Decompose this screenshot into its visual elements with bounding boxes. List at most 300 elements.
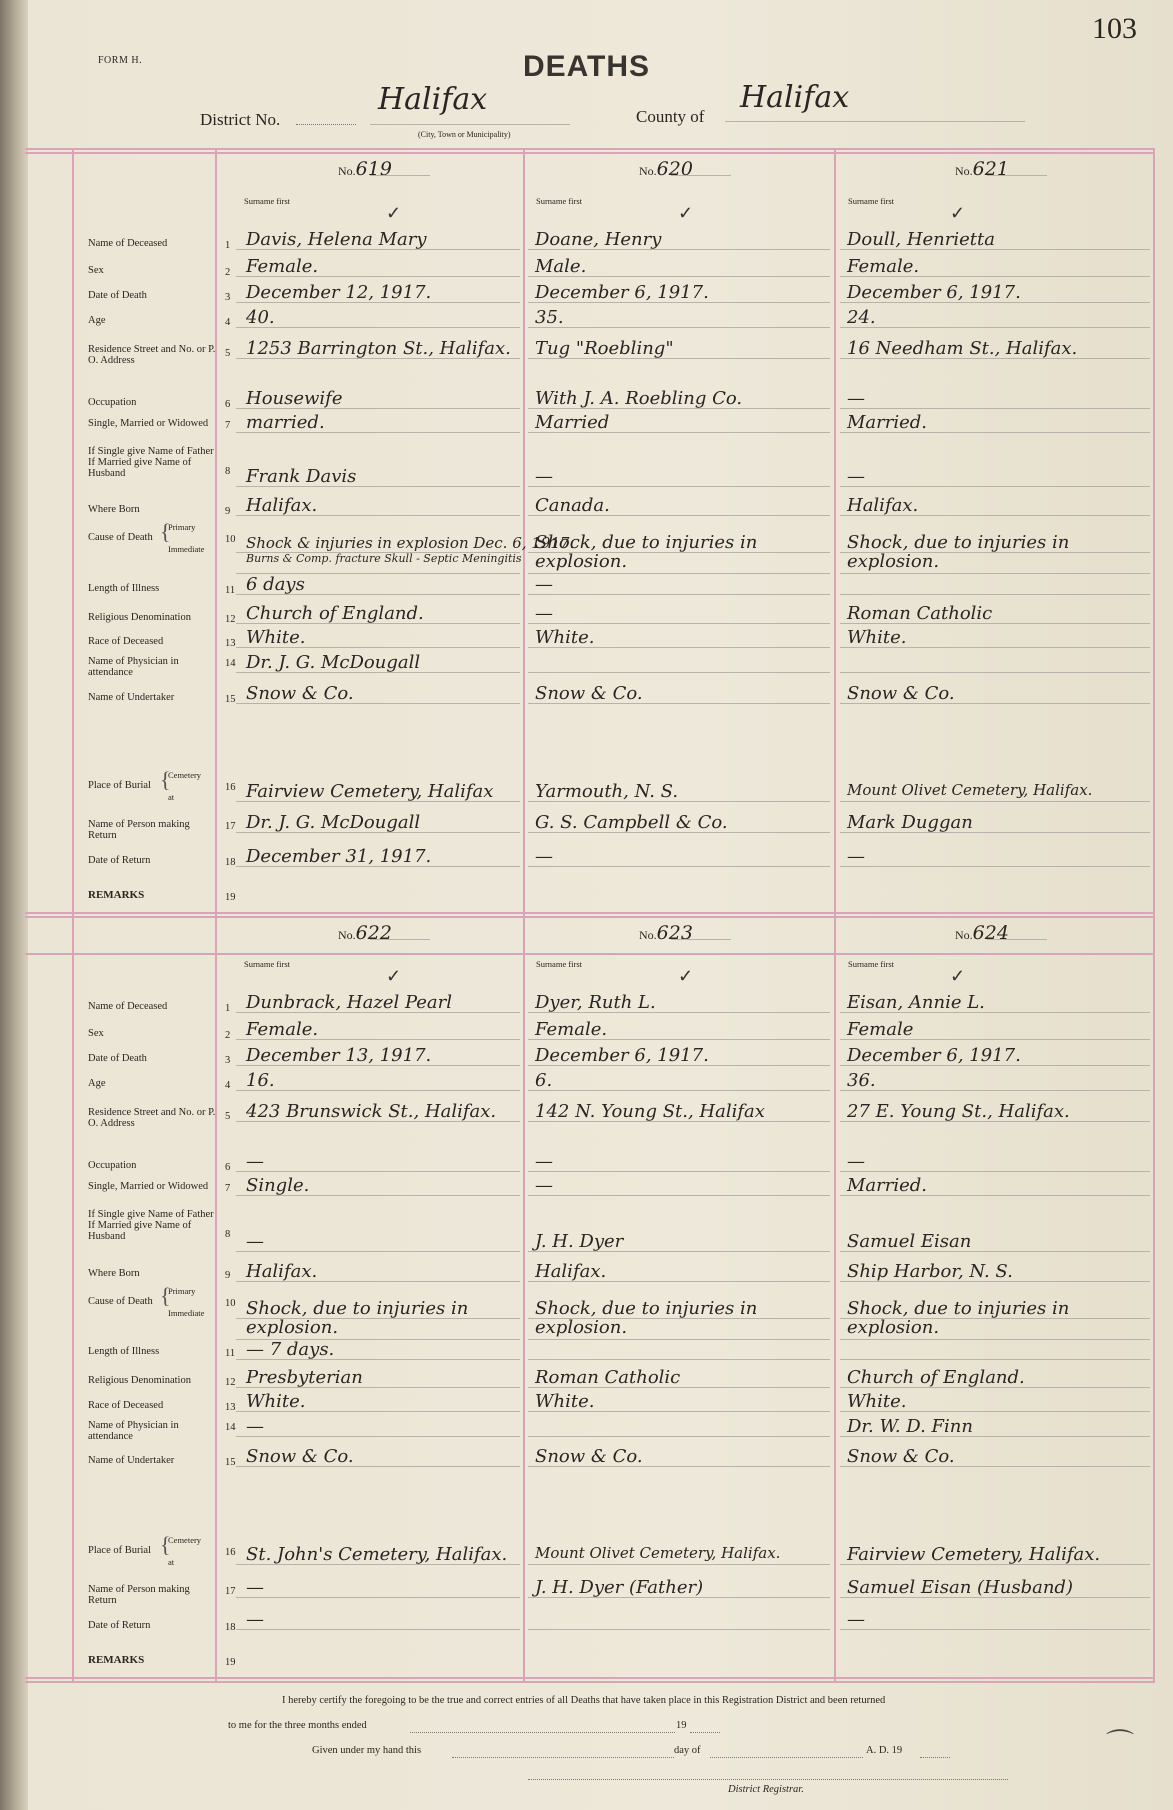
bottom-father-husband-0: — [246, 1231, 264, 1252]
field-line [528, 594, 830, 595]
bottom-burial-2: Fairview Cemetery, Halifax. [847, 1544, 1101, 1565]
top-sublabel-10-b: Immediate [168, 544, 205, 554]
rule-mid-3 [25, 953, 1155, 955]
bottom-label-13: Race of Deceased [88, 1400, 164, 1411]
field-line [528, 1195, 830, 1196]
top-sublabel-16-b: at [168, 792, 175, 802]
field-line [236, 1090, 520, 1091]
year-dotted-line [690, 1732, 720, 1733]
vrule-col3 [834, 148, 836, 1683]
field-line [528, 573, 830, 574]
top-number-15: 15 [225, 694, 236, 705]
top-number-14: 14 [225, 658, 236, 669]
rule-top [25, 148, 1155, 150]
top-label-3: Date of Death [88, 290, 147, 301]
bottom-undertaker-0: Snow & Co. [246, 1446, 354, 1467]
top-label-5: Residence Street and No. or P. O. Address [88, 344, 216, 366]
bottom-no-underline-1 [671, 939, 731, 940]
top-occupation-2: — [847, 388, 865, 409]
bottom-number-12: 12 [225, 1377, 236, 1388]
field-line [528, 486, 830, 487]
bottom-name-2: Eisan, Annie L. [847, 992, 985, 1013]
bottom-age-1: 6. [535, 1070, 553, 1091]
rule-top-2 [25, 152, 1155, 154]
field-line [840, 1629, 1150, 1630]
bottom-label-10: Cause of Death [88, 1296, 153, 1307]
vrule-col2 [523, 148, 525, 1683]
bottom-number-7: 7 [225, 1183, 231, 1194]
bottom-sex-0: Female. [246, 1019, 319, 1040]
bottom-returner-2: Samuel Eisan (Husband) [847, 1577, 1073, 1598]
bottom-cause-2-2: explosion. [847, 1317, 940, 1338]
bottom-entry-no-0 [338, 922, 392, 944]
bottom-no-value-2: 624 [972, 922, 1009, 944]
bottom-residence-1: 142 N. Young St., Halifax [535, 1101, 765, 1122]
bottom-no-label-1: No. [639, 928, 657, 942]
top-check-mark-2: ✓ [950, 203, 966, 223]
field-line [528, 327, 830, 328]
top-father-husband-1: — [535, 466, 553, 487]
certify-line-1: I hereby certify the foregoing to be the true and correct entries of all Deaths that have taken place in this Registration District and been returned [282, 1695, 886, 1706]
top-physician-0: Dr. J. G. McDougall [246, 652, 421, 673]
bottom-occupation-2: — [847, 1151, 865, 1172]
bottom-number-17: 17 [225, 1586, 236, 1597]
bottom-cause-2-1: explosion. [535, 1317, 628, 1338]
bottom-number-3: 3 [225, 1055, 231, 1066]
registrar-dotted-line [528, 1779, 1008, 1780]
top-no-value-1: 620 [656, 158, 693, 180]
field-line [528, 866, 830, 867]
bottom-residence-0: 423 Brunswick St., Halifax. [246, 1101, 497, 1122]
top-cause-1-1: Shock, due to injuries in [535, 532, 758, 553]
top-label-11: Length of Illness [88, 583, 160, 594]
top-marital-1: Married [535, 412, 610, 433]
top-label-4: Age [88, 315, 106, 326]
bottom-label-18: Date of Return [88, 1620, 151, 1631]
top-no-label-0: No. [338, 164, 356, 178]
bottom-check-mark-2: ✓ [950, 966, 966, 986]
top-religion-2: Roman Catholic [847, 603, 993, 624]
field-line [236, 1597, 520, 1598]
bottom-no-label-2: No. [955, 928, 973, 942]
bottom-cause-1-0: Shock, due to injuries in [246, 1298, 469, 1319]
top-burial-0: Fairview Cemetery, Halifax [246, 781, 494, 802]
top-number-1: 1 [225, 240, 231, 251]
bottom-burial-0: St. John's Cemetery, Halifax. [246, 1544, 508, 1565]
month-dotted-line [710, 1757, 863, 1758]
top-returner-0: Dr. J. G. McDougall [246, 812, 421, 833]
top-religion-1: — [535, 603, 553, 624]
bottom-physician-0: — [246, 1416, 264, 1437]
bottom-marital-0: Single. [246, 1175, 310, 1196]
field-line [528, 1339, 830, 1340]
certify-line-2: to me for the three months ended [228, 1720, 367, 1731]
top-check-mark-0: ✓ [386, 203, 402, 223]
bottom-date-of-death-2: December 6, 1917. [847, 1045, 1021, 1066]
top-undertaker-2: Snow & Co. [847, 683, 955, 704]
field-line [528, 1090, 830, 1091]
top-religion-0: Church of England. [246, 603, 424, 624]
bottom-race-2: White. [847, 1391, 907, 1412]
vrule-right [1153, 148, 1155, 1683]
bottom-no-underline-2 [987, 939, 1047, 940]
bottom-religion-1: Roman Catholic [535, 1367, 681, 1388]
bottom-returner-1: J. H. Dyer (Father) [535, 1577, 704, 1598]
bottom-label-12: Religious Denomination [88, 1375, 191, 1386]
top-sex-2: Female. [847, 256, 920, 277]
vrule-margin [72, 148, 74, 1683]
top-age-2: 24. [847, 307, 876, 328]
field-line [840, 801, 1150, 802]
bottom-label-2: Sex [88, 1028, 104, 1039]
field-line [528, 672, 830, 673]
top-occupation-0: Housewife [246, 388, 343, 409]
field-line [528, 1359, 830, 1360]
top-no-value-0: 619 [355, 158, 392, 180]
top-returner-1: G. S. Campbell & Co. [535, 812, 728, 833]
bottom-no-value-0: 622 [355, 922, 392, 944]
field-line [528, 1564, 830, 1565]
field-line [528, 1171, 830, 1172]
bottom-surname-first-1: Surname first [536, 959, 583, 969]
bottom-where-born-2: Ship Harbor, N. S. [847, 1261, 1013, 1282]
top-label-6: Occupation [88, 397, 137, 408]
top-number-19: 19 [225, 892, 236, 903]
top-illness-0: 6 days [246, 574, 305, 595]
bottom-age-2: 36. [847, 1070, 876, 1091]
district-label: District No. [200, 110, 281, 129]
top-no-value-2: 621 [972, 158, 1009, 180]
bottom-number-6: 6 [225, 1162, 231, 1173]
top-label-2: Sex [88, 265, 104, 276]
top-cause-1-2: Shock, due to injuries in [847, 532, 1070, 553]
rule-mid [25, 912, 1155, 914]
rule-mid-2 [25, 916, 1155, 918]
bottom-surname-first-0: Surname first [244, 959, 291, 969]
top-return-date-2: — [847, 846, 865, 867]
bottom-residence-2: 27 E. Young St., Halifax. [847, 1101, 1070, 1122]
field-line [840, 1171, 1150, 1172]
field-line [236, 327, 520, 328]
bottom-number-8: 8 [225, 1229, 231, 1240]
field-line [236, 1436, 520, 1437]
bottom-brace-10: { [160, 1283, 171, 1308]
ad-label: A. D. 19 [866, 1745, 903, 1756]
bottom-number-1: 1 [225, 1003, 231, 1014]
top-illness-1: — [535, 574, 553, 595]
field-line [528, 1436, 830, 1437]
county-value: Halifax [740, 80, 850, 115]
bottom-no-label-0: No. [338, 928, 356, 942]
field-line [840, 573, 1150, 574]
top-sex-1: Male. [535, 256, 587, 277]
rule-bottom-2 [25, 1681, 1155, 1683]
top-number-8: 8 [225, 466, 231, 477]
field-line [840, 1339, 1150, 1340]
bottom-cause-1-2: Shock, due to injuries in [847, 1298, 1070, 1319]
bottom-father-husband-1: J. H. Dyer [535, 1231, 624, 1252]
bottom-label-15: Name of Undertaker [88, 1455, 175, 1466]
top-label-13: Race of Deceased [88, 636, 164, 647]
bottom-label-1: Name of Deceased [88, 1001, 168, 1012]
top-label-19: REMARKS [88, 889, 145, 901]
bottom-number-4: 4 [225, 1080, 231, 1091]
field-line [236, 1171, 520, 1172]
top-number-7: 7 [225, 420, 231, 431]
bottom-return-date-0: — [246, 1609, 264, 1630]
field-line [840, 672, 1150, 673]
district-value: Halifax [378, 82, 488, 117]
bottom-number-16: 16 [225, 1547, 236, 1558]
top-label-18: Date of Return [88, 855, 151, 866]
bottom-where-born-1: Halifax. [535, 1261, 607, 1282]
top-returner-2: Mark Duggan [847, 812, 973, 833]
bottom-label-16: Place of Burial [88, 1545, 151, 1556]
field-line [840, 408, 1150, 409]
vrule-labels [215, 148, 217, 1683]
top-no-underline-0 [370, 175, 430, 176]
bottom-label-4: Age [88, 1078, 106, 1089]
top-check-mark-1: ✓ [678, 203, 694, 223]
bottom-cause-1-1: Shock, due to injuries in [535, 1298, 758, 1319]
top-label-14: Name of Physician in attendance [88, 656, 179, 678]
top-number-16: 16 [225, 782, 236, 793]
book-binding [0, 0, 28, 1810]
top-number-2: 2 [225, 267, 231, 278]
top-label-7: Single, Married or Widowed [88, 418, 209, 429]
top-surname-first-1: Surname first [536, 196, 583, 206]
bottom-return-date-2: — [847, 1609, 865, 1630]
district-note: (City, Town or Municipality) [418, 130, 511, 139]
bottom-number-11: 11 [225, 1348, 236, 1359]
form-label: FORM H. [98, 55, 143, 66]
field-line [236, 1251, 520, 1252]
bottom-sex-2: Female [847, 1019, 914, 1040]
field-line [236, 1629, 520, 1630]
bottom-number-18: 18 [225, 1622, 236, 1633]
top-entry-no-2 [955, 158, 1009, 180]
bottom-illness-0: — 7 days. [246, 1339, 335, 1360]
bottom-sublabel-16-a: Cemetery [168, 1535, 202, 1545]
bottom-date-of-death-1: December 6, 1917. [535, 1045, 709, 1066]
bottom-race-1: White. [535, 1391, 595, 1412]
field-line [840, 594, 1150, 595]
top-label-16: Place of Burial [88, 780, 151, 791]
top-marital-0: married. [246, 412, 325, 433]
field-line [840, 1359, 1150, 1360]
top-residence-0: 1253 Barrington St., Halifax. [246, 338, 511, 359]
rule-bottom [25, 1677, 1155, 1679]
top-sublabel-16-a: Cemetery [168, 770, 202, 780]
bottom-name-0: Dunbrack, Hazel Pearl [246, 992, 452, 1013]
bottom-label-11: Length of Illness [88, 1346, 160, 1357]
registrar-label: District Registrar. [728, 1784, 804, 1795]
field-line [840, 486, 1150, 487]
top-label-12: Religious Denomination [88, 612, 191, 623]
bottom-check-mark-0: ✓ [386, 966, 402, 986]
bottom-label-6: Occupation [88, 1160, 137, 1171]
top-number-13: 13 [225, 638, 236, 649]
top-brace-16: { [160, 767, 171, 792]
bottom-brace-16: { [160, 1532, 171, 1557]
top-father-husband-2: — [847, 466, 865, 487]
county-underline [725, 121, 1025, 122]
field-line [528, 1629, 830, 1630]
top-burial-2: Mount Olivet Cemetery, Halifax. [847, 781, 1093, 799]
bottom-number-9: 9 [225, 1270, 231, 1281]
top-label-17: Name of Person making Return [88, 819, 190, 841]
top-cause-1-0: Shock & injuries in explosion Dec. 6, 1917. [246, 534, 575, 552]
bottom-returner-0: — [246, 1577, 264, 1598]
top-no-underline-2 [987, 175, 1047, 176]
top-name-2: Doull, Henrietta [847, 229, 995, 250]
top-entry-no-0 [338, 158, 392, 180]
ad-dotted-line [920, 1757, 950, 1758]
top-age-1: 35. [535, 307, 564, 328]
bottom-name-1: Dyer, Ruth L. [535, 992, 656, 1013]
bottom-sublabel-16-b: at [168, 1557, 175, 1567]
district-dotted-line [296, 124, 356, 125]
top-number-6: 6 [225, 399, 231, 410]
bottom-label-3: Date of Death [88, 1053, 147, 1064]
top-cause-2-0: Burns & Comp. fracture Skull - Septic Meningitis [246, 552, 522, 565]
bottom-label-19: REMARKS [88, 1654, 145, 1666]
bottom-label-17: Name of Person making Return [88, 1584, 190, 1606]
top-cause-2-1: explosion. [535, 551, 628, 572]
top-burial-1: Yarmouth, N. S. [535, 781, 679, 802]
top-surname-first-0: Surname first [244, 196, 291, 206]
bottom-label-8: If Single give Name of Father If Married give Name of Husband [88, 1209, 214, 1242]
months-dotted-line [410, 1732, 675, 1733]
bottom-no-underline-0 [370, 939, 430, 940]
top-brace-10: { [160, 519, 171, 544]
bottom-father-husband-2: Samuel Eisan [847, 1231, 972, 1252]
bottom-undertaker-2: Snow & Co. [847, 1446, 955, 1467]
bottom-age-0: 16. [246, 1070, 275, 1091]
bottom-label-14: Name of Physician in attendance [88, 1420, 179, 1442]
top-number-10: 10 [225, 534, 236, 545]
top-label-9: Where Born [88, 504, 140, 515]
top-date-of-death-1: December 6, 1917. [535, 282, 709, 303]
bottom-number-19: 19 [225, 1657, 236, 1668]
bottom-label-7: Single, Married or Widowed [88, 1181, 209, 1192]
bottom-entry-no-2 [955, 922, 1009, 944]
top-label-15: Name of Undertaker [88, 692, 175, 703]
top-date-of-death-0: December 12, 1917. [246, 282, 432, 303]
top-name-0: Davis, Helena Mary [246, 229, 427, 250]
bottom-number-2: 2 [225, 1030, 231, 1041]
top-cause-2-2: explosion. [847, 551, 940, 572]
top-number-4: 4 [225, 317, 231, 328]
bottom-label-9: Where Born [88, 1268, 140, 1279]
top-where-born-2: Halifax. [847, 495, 919, 516]
top-label-10: Cause of Death [88, 532, 153, 543]
top-no-label-2: No. [955, 164, 973, 178]
top-surname-first-2: Surname first [848, 196, 895, 206]
top-residence-1: Tug "Roebling" [535, 338, 674, 359]
bottom-number-13: 13 [225, 1402, 236, 1413]
bottom-label-5: Residence Street and No. or P. O. Address [88, 1107, 216, 1129]
bottom-sublabel-10-a: Primary [168, 1286, 196, 1296]
bottom-no-value-1: 623 [656, 922, 693, 944]
bottom-where-born-0: Halifax. [246, 1261, 318, 1282]
field-line [840, 1090, 1150, 1091]
top-number-12: 12 [225, 614, 236, 625]
bottom-marital-2: Married. [847, 1175, 928, 1196]
given-under: Given under my hand this [312, 1745, 422, 1756]
bottom-religion-0: Presbyterian [246, 1367, 363, 1388]
bottom-number-14: 14 [225, 1422, 236, 1433]
top-where-born-1: Canada. [535, 495, 610, 516]
bottom-sublabel-10-b: Immediate [168, 1308, 205, 1318]
bottom-surname-first-2: Surname first [848, 959, 895, 969]
bottom-race-0: White. [246, 1391, 306, 1412]
bottom-undertaker-1: Snow & Co. [535, 1446, 643, 1467]
top-return-date-1: — [535, 846, 553, 867]
top-sex-0: Female. [246, 256, 319, 277]
top-father-husband-0: Frank Davis [246, 466, 357, 487]
top-label-1: Name of Deceased [88, 238, 168, 249]
top-entry-no-1 [639, 158, 693, 180]
bottom-cause-2-0: explosion. [246, 1317, 339, 1338]
field-line [840, 327, 1150, 328]
top-number-11: 11 [225, 585, 236, 596]
top-age-0: 40. [246, 307, 275, 328]
top-number-3: 3 [225, 292, 231, 303]
page-title: DEATHS [522, 50, 651, 83]
bottom-entry-no-1 [639, 922, 693, 944]
top-undertaker-1: Snow & Co. [535, 683, 643, 704]
top-number-5: 5 [225, 348, 231, 359]
pencil-mark: ⌒ [1106, 1729, 1135, 1760]
top-occupation-1: With J. A. Roebling Co. [535, 388, 743, 409]
top-residence-2: 16 Needham St., Halifax. [847, 338, 1078, 359]
top-date-of-death-2: December 6, 1917. [847, 282, 1021, 303]
bottom-occupation-1: — [535, 1151, 553, 1172]
day-dotted-line [452, 1757, 674, 1758]
bottom-date-of-death-0: December 13, 1917. [246, 1045, 432, 1066]
top-no-underline-1 [671, 175, 731, 176]
bottom-physician-2: Dr. W. D. Finn [847, 1416, 973, 1437]
district-underline [370, 124, 570, 125]
bottom-burial-1: Mount Olivet Cemetery, Halifax. [535, 1544, 781, 1562]
top-where-born-0: Halifax. [246, 495, 318, 516]
day-of: day of [674, 1745, 701, 1756]
top-sublabel-10-a: Primary [168, 522, 196, 532]
bottom-check-mark-1: ✓ [678, 966, 694, 986]
field-line [528, 623, 830, 624]
bottom-occupation-0: — [246, 1151, 264, 1172]
top-race-1: White. [535, 627, 595, 648]
top-undertaker-0: Snow & Co. [246, 683, 354, 704]
top-return-date-0: December 31, 1917. [246, 846, 432, 867]
bottom-marital-1: — [535, 1175, 553, 1196]
year-prefix: 19 [676, 1720, 687, 1731]
top-number-17: 17 [225, 821, 236, 832]
top-label-8: If Single give Name of Father If Married give Name of Husband [88, 446, 214, 479]
bottom-number-15: 15 [225, 1457, 236, 1468]
top-race-2: White. [847, 627, 907, 648]
top-number-18: 18 [225, 857, 236, 868]
county-label: County of [636, 107, 705, 126]
bottom-number-5: 5 [225, 1111, 231, 1122]
field-line [840, 866, 1150, 867]
top-name-1: Doane, Henry [535, 229, 662, 250]
bottom-number-10: 10 [225, 1298, 236, 1309]
top-no-label-1: No. [639, 164, 657, 178]
bottom-religion-2: Church of England. [847, 1367, 1025, 1388]
page-number: 103 [1092, 12, 1137, 45]
